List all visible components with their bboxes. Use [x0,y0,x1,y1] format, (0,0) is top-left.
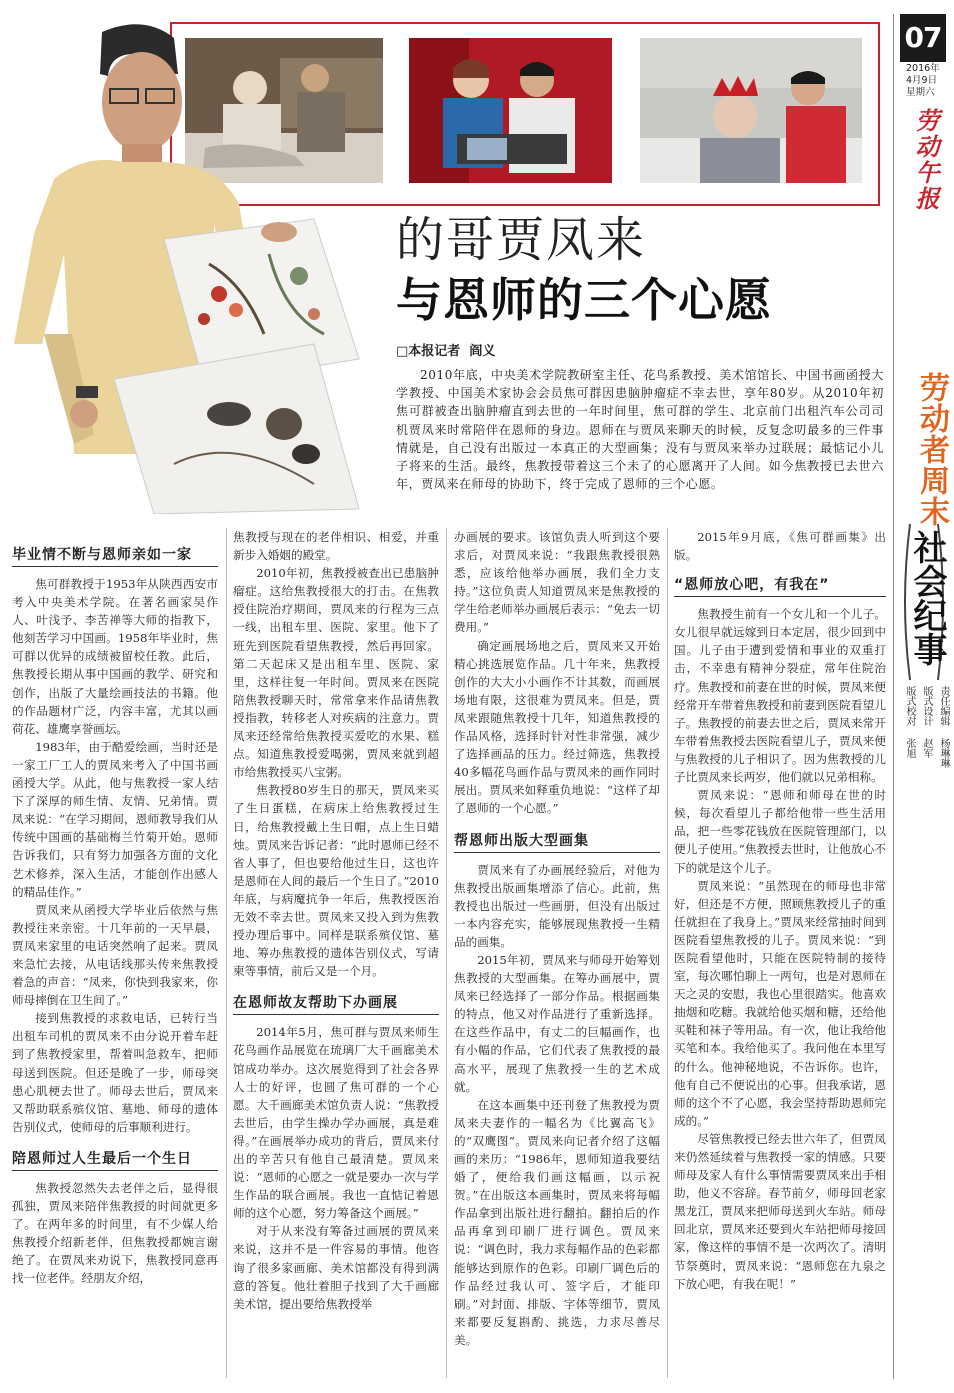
paragraph: 2010年初，焦教授被查出已患脑肿瘤症。这给焦教授很大的打击。在焦教授住院治疗期间，贾凤来的行程为三点一线，出租车里、医院、家里。他下了班先到医院看望焦教授，然后再回家。第二天起床又是出租车里、医院、家里，这样往复一年时间。贾凤来在医院陪焦教授聊天时，常常拿来作品请焦教授指教，转移老人对疾病的注意力。贾凤来还经常给焦教授买爱吃的水果、糕点。知道焦教授爱喝粥，贾凤来就到超市给焦教授买八宝粥。 [233,566,439,780]
article-column-1 [12,536,218,1287]
paragraph: 贾凤来有了办画展经验后，对他为焦教授出版画集增添了信心。此前，焦教授也出版过一些画册，但没有出版过一本内容充实，能够展现焦教授一生精品的画集。 [454,862,660,949]
paragraph: 贾凤来从函授大学毕业后依然与焦教授往来亲密。十几年前的一天早晨，贾凤来家里的电话突然响了起来。贾凤来急忙去接，从电话线那头传来焦教授着急的声音：“凤来，你快到我家来，你师母摔倒在卫生间了。” [12,902,218,1008]
credit-editor-label: 责任编辑 [938,686,949,726]
paragraph: 焦教授忽然失去老伴之后，显得很孤独，贾凤来陪伴焦教授的时间就更多了。在两年多的时间里，有不少媒人给焦教授介绍新老伴，但焦教授都婉言谢绝了。在贾凤来劝说下，焦教授同意再找一位老伴。经朋友介绍， [12,1180,218,1286]
page-number: 07 [904,21,942,54]
paragraph: 焦可群教授于1953年从陕西西安市考入中央美术学院。在著名画家吴作人、叶浅予、李苦禅等大师的指教下，他刻苦学习中国画。1958年毕业时，焦可群以优异的成绩被留校任教。此后，焦教授长期从事中国画的教学、研究和创作，出版了大量绘画技法的书籍。他的作品题材广泛，内容丰富，尤其以画荷花、雄鹰享誉画坛。 [12,577,218,736]
paragraph: 焦教授80岁生日的那天，贾凤来买了生日蛋糕，在病床上给焦教授过生日，给焦教授戴上生日帽，点上生日蜡烛。贾凤来告诉记者：“此时恩师已经不省人事了，但也要给他过生日，这也许是恩师在人间的最后一个生日了。”2010年底，与病魔抗争一年后，焦教授医治无效不幸去世。贾凤来又投入到为焦教授办理后事中。同样是联系殡仪馆、墓地、筹办焦教授的遗体告别仪式，写请柬等事情，前后又是一个月。 [233,783,439,979]
paragraph: 贾凤来说：“虽然现在的师母也非常好，但还是不方便，照顾焦教授儿子的重任就担在了我身上。”贾凤来经常抽时间到医院看望焦教授的儿子。贾凤来说：“到医院看望他时，只能在医院特制的接待室，每次哪怕聊上一两句，也是对恩师在天之灵的安慰，我也心里很踏实。他喜欢抽烟和吃糖。我就给他买烟和糖，还给他买鞋和袜子等用品。有一次，他让我给他买笔和本。我给他买了。我问他在本里写的什么。他神秘地说，不告诉你。也许，他有自己不便说出的心事。但我承诺，恩师的这个不了心愿，我会坚持帮助恩师完成的。” [674,878,886,1128]
subheading-exhibition: 在恩师故友帮助下办画展 [233,992,439,1015]
paragraph: 在这本画集中还刊登了焦教授为贾凤来夫妻作的一幅名为《比翼高飞》的“双鹰图”。贾凤来向记者介绍了这幅画的来历：“1986年，恩师知道我要结婚了，便给我们画这幅画，以示祝贺。”在出版这本画集时，贾凤来将每幅作品拿到出版社进行翻拍。翻拍后的作品再拿到印刷厂进行调色。贾凤来说：“调色时，我力求每幅作品的色彩都能够达到原作的色彩。印刷厂调色后的作品经过我认可、签字后，才能印刷。”对封面、排版、字体等细节，贾凤来都要反复斟酌、挑选，力求尽善尽美。 [454,1097,660,1347]
article-column-4 [674,528,886,1293]
issue-date [906,63,948,99]
paragraph: 2015年9月底，《焦可群画集》出版。 [674,530,886,563]
paragraph: 对于从来没有筹备过画展的贾凤来来说，这并不是一件容易的事情。他咨询了很多家画廊、美术馆都没有得到满意的答复。他壮着胆子找到了大千画廊美术馆，提出要给焦教授举 [233,1224,439,1311]
column-rule-1 [226,528,227,1378]
subheading-promise: “恩师放心吧，有我在” [674,574,886,597]
credit-proof-name: 张旭 [904,738,915,759]
photo-jia-fenglai-with-paintings [14,14,369,514]
section-title-weekend: 劳动者周末 [914,372,949,527]
paragraph: 焦教授与现在的老伴相识、相爱，并重新步入婚姻的殿堂。 [233,530,439,563]
right-margin-rule [893,14,894,1379]
paragraph: 尽管焦教授已经去世六年了，但贾凤来仍然延续着与焦教授一家的情感。只要师母及家人有什么事情需要贾凤来出手相助，他义不容辞。春节前夕，师母回老家黑龙江，贾凤来把师母送到火车站。师母回北京，贾凤来还要到火车站把师母接回家，像这样的事情不是一次两次了。清明节祭奠时，贾凤来说：“恩师您在九泉之下放心吧，有我在呢！” [674,1131,886,1291]
issue-weekday: 星期六 [906,87,935,98]
paragraph: 贾凤来说：“恩师和师母在世的时候，每次看望儿子都给他带一些生活用品，把一些零花钱放在医院管理部门，以便儿子使用。”焦教授去世时，让他放心不下的就是这个儿子。 [674,788,886,875]
credit-design-label: 版式设计 [921,686,932,726]
credit-proof-label: 版式校对 [904,686,915,726]
headline-line1: 的哥贾凤来 [396,212,647,268]
column-rule-2 [446,528,447,1378]
credit-design-name: 赵军 [921,738,932,759]
credit-editor-name: 杨琳琳 [938,738,949,769]
paragraph: 1983年，由于酷爱绘画，当时还是一家工厂工人的贾凤来考入了中国书画函授大学。从此，他与焦教授一家人结下了深厚的师生情、友情、兄弟情。贾凤来说：“在学习期间，恩师教导我们从传统中国画的基础梅兰竹菊开始。恩师告诉我们，只有努力加强各方面的文化艺术修养，深入生活，才能创作出感人的精品佳作。” [12,739,218,899]
issue-year: 2016年 [906,63,940,74]
paragraph: 焦教授生前有一个女儿和一个儿子。女儿很早就远嫁到日本定居，很少回到中国。儿子由于遭到爱情和事业的双重打击，不幸患有精神分裂症，常年住院治疗。焦教授和前妻在世的时候，贾凤来便经常开车带着焦教授和前妻到医院看望儿子。焦教授的前妻去世之后，贾凤来常开车带着焦教授去医院看望儿子，贾凤来便与焦教授的儿子相识了。因为焦教授的儿子比贾凤来长两岁，他们就以兄弟相称。 [674,607,886,785]
paragraph: 2015年初，贾凤来与师母开始筹划焦教授的大型画集。在筹办画展中，贾凤来已经选择了一部分作品。根据画集的特点，他又对作品进行了重新选择。在这些作品中，有丈二的巨幅画作，也有小幅的作品，它们代表了焦教授的最高水平，展现了焦教授一生的艺术成就。 [454,952,660,1094]
headline-line2: 与恩师的三个心愿 [396,273,772,327]
subheading-last-birthday: 陪恩师过人生最后一个生日 [12,1148,218,1171]
paragraph: 办画展的要求。该馆负责人听到这个要求后，对贾凤来说：“我跟焦教授很熟悉，应该给他举办画展，我们全力支持。”这位负责人知道贾凤来是焦教授的学生给老师举办画展后表示：“免去一切费用。” [454,530,660,635]
paragraph: 确定画展场地之后，贾凤来又开始精心挑选展览作品。几十年来，焦教授创作的大大小小画作不计其数，而画展场地有限，这很难为贾凤来。但是，贾凤来跟随焦教授十几年，知道焦教授的作品风格，选择时针对性非常强，减少了选择画品的压力。经过筛选，焦教授40多幅花鸟画作品与贾凤来的画作同时展出。贾凤来如释重负地说：“这样了却了恩师的一个心愿。” [454,638,660,816]
issue-day: 4月9日 [906,75,938,86]
subheading-album: 帮恩师出版大型画集 [454,830,660,853]
section-title-social: 社会纪事 [907,530,947,666]
lede-text: 2010年底，中央美术学院教研室主任、花鸟系教授、美术馆馆长、中国书画函授大学教授、中国美术家协会会员焦可群因患脑肿瘤症不幸去世，享年80岁。从2010年初焦可群被查出脑肿瘤直到去世的一年时间里，焦可群的学生、北京前门出租汽车公司司机贾凤来时常陪伴在恩师的身边。恩师在与贾凤来聊天的时候，反复念叨最多的三件事情就是，自己没有出版过一本真正的大型画集；没有与贾凤来举办过联展；最惦记小儿子将来的生活。最终，焦教授带着这三个未了的心愿离开了人间。如今焦教授已去世六年，贾凤来在师母的协助下，终于完成了恩师的三个心愿。 [396,368,884,492]
subheading-graduation: 毕业情不断与恩师亲如一家 [12,544,218,567]
lede-paragraph [396,366,884,493]
article-column-3 [454,528,660,1349]
page-number-box [900,14,946,62]
byline: □本报记者 阎义 [396,344,496,359]
credits-block [898,686,950,786]
paragraph: 接到焦教授的求救电话，已转行当出租车司机的贾凤来不由分说开着车赶到了焦教授家里，帮着叫急救车，把师母送到医院。但还是晚了一步，师母突患心肌梗去世了。师母去世后，贾凤来又帮助联系殡仪馆、墓地、师母的遗体告别仪式，使师母的后事顺利进行。 [12,1011,218,1134]
paragraph: 2014年5月，焦可群与贾凤来师生花鸟画作品展览在琉璃厂大千画廊美术馆成功举办。这次展览得到了社会各界人士的好评，也圆了焦可群的一个心愿。大千画廊美术馆负责人说：“焦教授去世后，由学生操办学办画展，真是难得。”在画展举办成功的背后，贾凤来付出的辛苦只有他自己最清楚。贾凤来说：“恩师的心愿之一就是要办一次与学生作品的联合画展。我也一直惦记着恩师的这个心愿，努力筹备这个画展。” [233,1025,439,1221]
article-column-2 [233,528,439,1313]
photo-hospital-birthday [640,38,862,183]
paper-name-logo: 劳动午报 [911,108,940,212]
photo-couple-album [409,38,612,183]
column-rule-3 [667,528,668,1378]
